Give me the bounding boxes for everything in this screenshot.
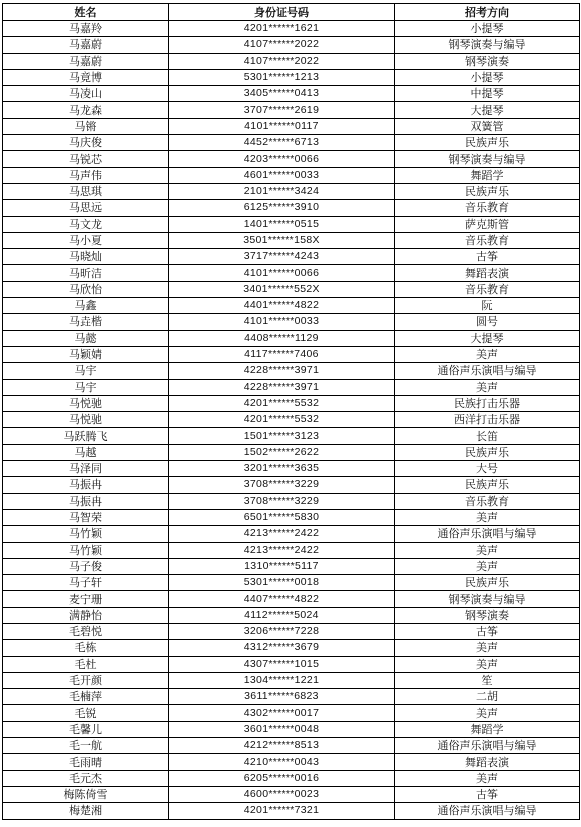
table-row xyxy=(3,656,580,672)
cell-direction: 音乐教育 xyxy=(395,493,580,509)
cell-id-number: 3501******158X xyxy=(169,232,395,248)
table-row xyxy=(3,21,580,37)
cell-direction: 古筝 xyxy=(395,786,580,802)
cell-id-number: 4601******0033 xyxy=(169,167,395,183)
cell-name: 马文龙 xyxy=(3,216,169,232)
table-row xyxy=(3,167,580,183)
cell-direction: 长笛 xyxy=(395,428,580,444)
cell-name: 马跃腾飞 xyxy=(3,428,169,444)
cell-id-number: 4117******7406 xyxy=(169,346,395,362)
cell-id-number: 3401******552X xyxy=(169,281,395,297)
table-row xyxy=(3,738,580,754)
cell-id-number: 3601******0048 xyxy=(169,721,395,737)
table-body xyxy=(3,21,580,820)
cell-name: 马宇 xyxy=(3,363,169,379)
table-row xyxy=(3,721,580,737)
table-row xyxy=(3,102,580,118)
cell-name: 毛碧悦 xyxy=(3,623,169,639)
cell-direction: 民族打击乐器 xyxy=(395,395,580,411)
cell-name: 马欣怡 xyxy=(3,281,169,297)
cell-name: 毛元杰 xyxy=(3,770,169,786)
table-row xyxy=(3,509,580,525)
cell-direction: 古筝 xyxy=(395,623,580,639)
cell-direction: 舞蹈表演 xyxy=(395,754,580,770)
cell-id-number: 4452******6713 xyxy=(169,135,395,151)
table-row xyxy=(3,444,580,460)
cell-name: 毛开颜 xyxy=(3,672,169,688)
cell-id-number: 4212******8513 xyxy=(169,738,395,754)
cell-id-number: 4201******1621 xyxy=(169,21,395,37)
table-row xyxy=(3,461,580,477)
cell-id-number: 5301******0018 xyxy=(169,575,395,591)
cell-name: 马凌山 xyxy=(3,86,169,102)
cell-direction: 大号 xyxy=(395,461,580,477)
table-row xyxy=(3,69,580,85)
table-row xyxy=(3,395,580,411)
cell-name: 马悦驰 xyxy=(3,412,169,428)
cell-direction: 通俗声乐演唱与编导 xyxy=(395,803,580,819)
cell-id-number: 3201******3635 xyxy=(169,461,395,477)
table-row xyxy=(3,346,580,362)
table-row xyxy=(3,542,580,558)
cell-name: 马子俊 xyxy=(3,558,169,574)
table-row xyxy=(3,314,580,330)
cell-direction: 通俗声乐演唱与编导 xyxy=(395,526,580,542)
table-row xyxy=(3,526,580,542)
cell-direction: 钢琴演奏与编导 xyxy=(395,151,580,167)
cell-name: 马庆俊 xyxy=(3,135,169,151)
cell-id-number: 1310******5117 xyxy=(169,558,395,574)
table-row xyxy=(3,298,580,314)
cell-id-number: 4408******1129 xyxy=(169,330,395,346)
cell-id-number: 4302******0017 xyxy=(169,705,395,721)
cell-name: 马锐芯 xyxy=(3,151,169,167)
cell-name: 马宇 xyxy=(3,379,169,395)
cell-direction: 钢琴演奏 xyxy=(395,607,580,623)
cell-id-number: 4107******2022 xyxy=(169,37,395,53)
table-row xyxy=(3,249,580,265)
table-row xyxy=(3,770,580,786)
cell-name: 满静怡 xyxy=(3,607,169,623)
table-row xyxy=(3,135,580,151)
cell-direction: 钢琴演奏与编导 xyxy=(395,591,580,607)
cell-direction: 通俗声乐演唱与编导 xyxy=(395,363,580,379)
cell-id-number: 6501******5830 xyxy=(169,509,395,525)
header-id-number: 身份证号码 xyxy=(169,4,395,21)
cell-direction: 西洋打击乐器 xyxy=(395,412,580,428)
table-row xyxy=(3,330,580,346)
cell-direction: 中提琴 xyxy=(395,86,580,102)
cell-id-number: 4201******5532 xyxy=(169,395,395,411)
cell-id-number: 4201******7321 xyxy=(169,803,395,819)
cell-direction: 民族声乐 xyxy=(395,444,580,460)
cell-name: 毛雨晴 xyxy=(3,754,169,770)
cell-direction: 小提琴 xyxy=(395,69,580,85)
cell-id-number: 4228******3971 xyxy=(169,379,395,395)
table-row xyxy=(3,118,580,134)
table-row xyxy=(3,754,580,770)
cell-name: 毛杜 xyxy=(3,656,169,672)
table-row xyxy=(3,689,580,705)
cell-direction: 民族声乐 xyxy=(395,477,580,493)
cell-name: 马昕洁 xyxy=(3,265,169,281)
cell-name: 梅楚湘 xyxy=(3,803,169,819)
cell-id-number: 3611******6823 xyxy=(169,689,395,705)
cell-direction: 民族声乐 xyxy=(395,183,580,199)
table-row xyxy=(3,86,580,102)
cell-id-number: 3707******2619 xyxy=(169,102,395,118)
cell-name: 马竟博 xyxy=(3,69,169,85)
cell-id-number: 1304******1221 xyxy=(169,672,395,688)
table-row xyxy=(3,640,580,656)
table-row xyxy=(3,803,580,819)
table-row xyxy=(3,623,580,639)
cell-name: 马越 xyxy=(3,444,169,460)
cell-name: 马声伟 xyxy=(3,167,169,183)
applicant-table xyxy=(2,3,580,820)
cell-name: 马竹颖 xyxy=(3,526,169,542)
cell-name: 马懿 xyxy=(3,330,169,346)
cell-id-number: 1502******2622 xyxy=(169,444,395,460)
cell-id-number: 4101******0066 xyxy=(169,265,395,281)
table-row xyxy=(3,200,580,216)
cell-id-number: 4407******4822 xyxy=(169,591,395,607)
cell-name: 马竹颖 xyxy=(3,542,169,558)
cell-direction: 音乐教育 xyxy=(395,200,580,216)
header-row xyxy=(3,4,580,21)
table-row xyxy=(3,151,580,167)
cell-direction: 美声 xyxy=(395,656,580,672)
table-row xyxy=(3,591,580,607)
cell-name: 马思琪 xyxy=(3,183,169,199)
cell-id-number: 3405******0413 xyxy=(169,86,395,102)
table-row xyxy=(3,477,580,493)
cell-name: 马小夏 xyxy=(3,232,169,248)
cell-id-number: 3717******4243 xyxy=(169,249,395,265)
cell-id-number: 6125******3910 xyxy=(169,200,395,216)
cell-direction: 古筝 xyxy=(395,249,580,265)
cell-id-number: 1401******0515 xyxy=(169,216,395,232)
cell-direction: 双簧管 xyxy=(395,118,580,134)
cell-id-number: 2101******3424 xyxy=(169,183,395,199)
cell-id-number: 4213******2422 xyxy=(169,526,395,542)
cell-id-number: 4201******5532 xyxy=(169,412,395,428)
table-row xyxy=(3,672,580,688)
cell-direction: 萨克斯管 xyxy=(395,216,580,232)
header-direction: 招考方向 xyxy=(395,4,580,21)
header-name: 姓名 xyxy=(3,4,169,21)
cell-direction: 通俗声乐演唱与编导 xyxy=(395,738,580,754)
cell-direction: 二胡 xyxy=(395,689,580,705)
cell-id-number: 3708******3229 xyxy=(169,493,395,509)
cell-direction: 舞蹈学 xyxy=(395,721,580,737)
cell-name: 马泽同 xyxy=(3,461,169,477)
cell-direction: 美声 xyxy=(395,542,580,558)
cell-direction: 小提琴 xyxy=(395,21,580,37)
cell-direction: 美声 xyxy=(395,770,580,786)
table-row xyxy=(3,53,580,69)
cell-name: 梅陈倚雪 xyxy=(3,786,169,802)
cell-name: 马振冉 xyxy=(3,493,169,509)
cell-name: 马颖婧 xyxy=(3,346,169,362)
cell-name: 毛锐 xyxy=(3,705,169,721)
cell-direction: 音乐教育 xyxy=(395,232,580,248)
cell-direction: 阮 xyxy=(395,298,580,314)
table-row xyxy=(3,607,580,623)
cell-name: 马垚楷 xyxy=(3,314,169,330)
cell-id-number: 4101******0117 xyxy=(169,118,395,134)
cell-name: 麦宁珊 xyxy=(3,591,169,607)
cell-direction: 美声 xyxy=(395,346,580,362)
cell-name: 马振冉 xyxy=(3,477,169,493)
table-row xyxy=(3,363,580,379)
cell-name: 马嘉羚 xyxy=(3,21,169,37)
table-row xyxy=(3,216,580,232)
cell-direction: 舞蹈学 xyxy=(395,167,580,183)
cell-id-number: 4112******5024 xyxy=(169,607,395,623)
cell-id-number: 6205******0016 xyxy=(169,770,395,786)
cell-direction: 笙 xyxy=(395,672,580,688)
cell-id-number: 3206******7228 xyxy=(169,623,395,639)
table-row xyxy=(3,786,580,802)
cell-direction: 民族声乐 xyxy=(395,135,580,151)
table-row xyxy=(3,281,580,297)
cell-name: 马智荣 xyxy=(3,509,169,525)
cell-direction: 民族声乐 xyxy=(395,575,580,591)
cell-id-number: 4213******2422 xyxy=(169,542,395,558)
cell-name: 马嘉蔚 xyxy=(3,53,169,69)
table-row xyxy=(3,379,580,395)
cell-id-number: 4312******3679 xyxy=(169,640,395,656)
cell-id-number: 4203******0066 xyxy=(169,151,395,167)
cell-name: 马子轩 xyxy=(3,575,169,591)
cell-id-number: 4210******0043 xyxy=(169,754,395,770)
cell-name: 毛一航 xyxy=(3,738,169,754)
cell-direction: 美声 xyxy=(395,509,580,525)
cell-id-number: 4307******1015 xyxy=(169,656,395,672)
table-row xyxy=(3,705,580,721)
cell-name: 马锵 xyxy=(3,118,169,134)
cell-id-number: 3708******3229 xyxy=(169,477,395,493)
table-row xyxy=(3,265,580,281)
cell-direction: 钢琴演奏 xyxy=(395,53,580,69)
cell-name: 马悦驰 xyxy=(3,395,169,411)
cell-direction: 钢琴演奏与编导 xyxy=(395,37,580,53)
table-row xyxy=(3,232,580,248)
cell-id-number: 1501******3123 xyxy=(169,428,395,444)
cell-id-number: 4600******0023 xyxy=(169,786,395,802)
cell-name: 马鑫 xyxy=(3,298,169,314)
cell-direction: 美声 xyxy=(395,705,580,721)
cell-name: 马思远 xyxy=(3,200,169,216)
table-row xyxy=(3,37,580,53)
cell-id-number: 5301******1213 xyxy=(169,69,395,85)
cell-name: 马龙森 xyxy=(3,102,169,118)
cell-direction: 舞蹈表演 xyxy=(395,265,580,281)
cell-direction: 美声 xyxy=(395,640,580,656)
cell-name: 毛馨儿 xyxy=(3,721,169,737)
cell-id-number: 4401******4822 xyxy=(169,298,395,314)
table-row xyxy=(3,493,580,509)
table-row xyxy=(3,428,580,444)
cell-name: 毛楠萍 xyxy=(3,689,169,705)
cell-direction: 大提琴 xyxy=(395,102,580,118)
table-row xyxy=(3,183,580,199)
cell-name: 毛栋 xyxy=(3,640,169,656)
table-row xyxy=(3,412,580,428)
cell-direction: 美声 xyxy=(395,379,580,395)
table-row xyxy=(3,575,580,591)
cell-direction: 圆号 xyxy=(395,314,580,330)
cell-name: 马嘉蔚 xyxy=(3,37,169,53)
cell-id-number: 4107******2022 xyxy=(169,53,395,69)
cell-direction: 大提琴 xyxy=(395,330,580,346)
cell-id-number: 4101******0033 xyxy=(169,314,395,330)
cell-name: 马晓灿 xyxy=(3,249,169,265)
cell-id-number: 4228******3971 xyxy=(169,363,395,379)
table-row xyxy=(3,558,580,574)
cell-direction: 音乐教育 xyxy=(395,281,580,297)
cell-direction: 美声 xyxy=(395,558,580,574)
